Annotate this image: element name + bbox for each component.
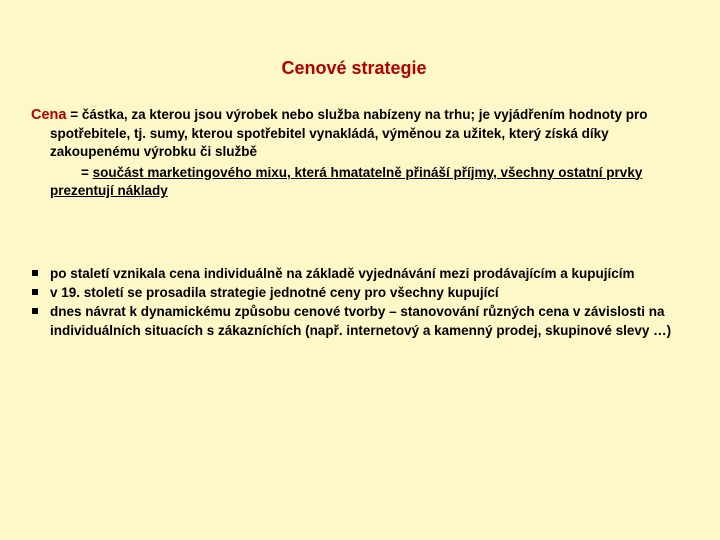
definition-term: Cena xyxy=(31,107,67,123)
list-item xyxy=(31,303,691,340)
definition-sub-text: součást marketingového mixu, která hmatatelně přináší příjmy, všechny ostatní prvky prezentují náklady xyxy=(50,164,643,198)
definition-line xyxy=(31,106,691,162)
square-bullet-icon xyxy=(32,308,38,314)
definition-text: = částka, za kterou jsou výrobek nebo služba nabízeny na trhu; je vyjádřením hodnoty pro spotřebitele, tj. sumy, kterou spotřebitel vynakládá, výměnou za užitek, který získá díky zakoupenému výrobku či službě xyxy=(50,107,648,159)
list-item xyxy=(31,284,691,303)
slide-title: Cenové strategie xyxy=(281,58,427,78)
list-item-text: po staletí vznikala cena individuálně na základě vyjednávání mezi prodávajícím a kupujícím xyxy=(50,266,635,281)
list-item-text: v 19. století se prosadila strategie jednotné ceny pro všechny kupující xyxy=(50,285,499,300)
square-bullet-icon xyxy=(32,270,38,276)
definition-sub-prefix: = xyxy=(81,164,93,180)
definition-subline xyxy=(31,164,691,201)
list-item-text: dnes návrat k dynamickému způsobu cenové tvorby – stanovování různých cena v závislosti na individuálních situacích s zákazníchích (např. internetový a kamenný prodej, skupinové slevy …) xyxy=(50,304,672,338)
square-bullet-icon xyxy=(32,289,38,295)
bullet-list xyxy=(31,265,691,341)
definition-block xyxy=(31,106,691,201)
list-item xyxy=(31,265,691,284)
